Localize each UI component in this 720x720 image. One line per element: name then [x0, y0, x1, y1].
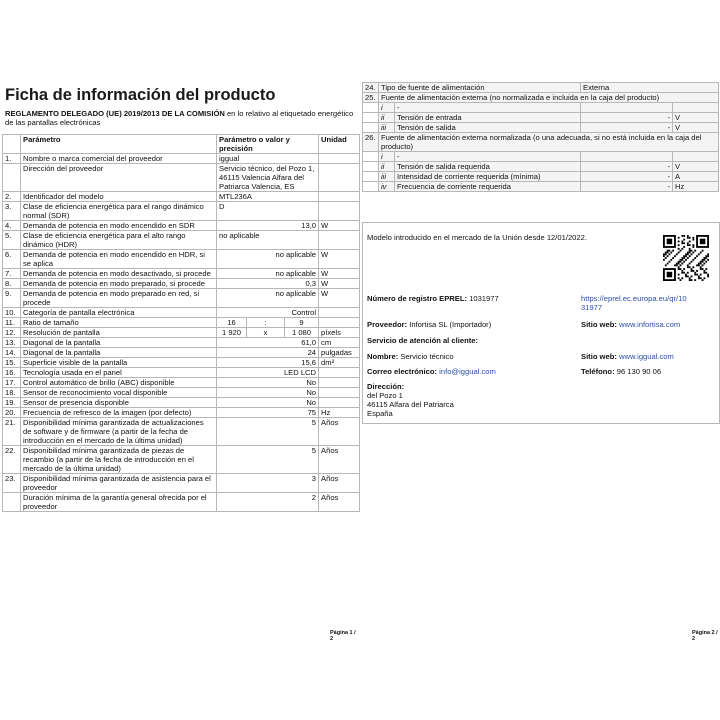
row-value: -: [581, 162, 673, 172]
row-num: 9.: [3, 289, 21, 308]
row-value: 5: [217, 418, 319, 446]
row-param: Clase de eficiencia energética para el rango dinámico normal (SDR): [21, 202, 217, 221]
power-row: [363, 123, 719, 133]
row-unit: Años: [319, 493, 360, 512]
row-value: No: [217, 398, 319, 408]
row-unit: [319, 154, 360, 164]
table-row: [3, 446, 360, 474]
row-unit: [319, 231, 360, 250]
row-value: 13,0: [217, 221, 319, 231]
table-row: [3, 378, 360, 388]
row-sub: i: [379, 152, 395, 162]
row-unit: W: [319, 269, 360, 279]
table-row: [3, 388, 360, 398]
row-param: Sensor de reconocimiento vocal disponible: [21, 388, 217, 398]
row-value: -: [581, 182, 673, 192]
row-num: 7.: [3, 269, 21, 279]
row-label: Tensión de entrada: [395, 113, 581, 123]
power-row: [363, 93, 719, 103]
row-num: 11.: [3, 318, 21, 328]
row-param: Demanda de potencia en modo preparado, si procede: [21, 279, 217, 289]
row-unit: [319, 202, 360, 221]
email-link[interactable]: info@iggual.com: [439, 367, 496, 376]
row-unit: cm: [319, 338, 360, 348]
eprel-row: [367, 294, 499, 303]
row-label: -: [395, 152, 581, 162]
row-sub: iv: [379, 182, 395, 192]
row-unit: V: [673, 162, 719, 172]
row-unit: píxels: [319, 328, 360, 338]
table-row: [3, 338, 360, 348]
row-num: 3.: [3, 202, 21, 221]
table-row: [3, 318, 360, 328]
row-unit: [319, 164, 360, 192]
header-param: Parámetro: [21, 135, 217, 154]
address-line: del Pozo 1: [367, 391, 403, 400]
row-label: Intensidad de corriente requerida (mínima): [395, 172, 581, 182]
row-param: Sensor de presencia disponible: [21, 398, 217, 408]
row-value: 24: [217, 348, 319, 358]
address-line: España: [367, 409, 393, 418]
row-num: [363, 113, 379, 123]
row-sub: ii: [379, 113, 395, 123]
web-label-2: Sitio web:: [581, 352, 617, 361]
power-row: [363, 113, 719, 123]
row-num: [3, 493, 21, 512]
row-sub: iii: [379, 123, 395, 133]
row-num: 21.: [3, 418, 21, 446]
power-row: [363, 133, 719, 152]
service-label-text: Servicio de atención al cliente:: [367, 336, 478, 345]
table-row: [3, 164, 360, 192]
table-row: [3, 308, 360, 318]
row-unit: A: [673, 172, 719, 182]
row-value: no aplicable: [217, 231, 319, 250]
row-value: MTL236A: [217, 192, 319, 202]
provider-web-row: [581, 320, 680, 329]
row-value: no aplicable: [217, 269, 319, 279]
parameters-table: [2, 134, 360, 512]
table-row: [3, 231, 360, 250]
row-num: 8.: [3, 279, 21, 289]
eprel-link[interactable]: [581, 294, 687, 312]
row-num: 2.: [3, 192, 21, 202]
row-param: Disponibilidad mínima garantizada de piezas de recambio (a partir de la fecha de introducción en el mercado de la última unidad): [21, 446, 217, 474]
header-unit: Unidad: [319, 135, 360, 154]
name-value: Servicio técnico: [400, 352, 454, 361]
row-unit: [319, 378, 360, 388]
page-number: Página 1 / 2: [330, 630, 356, 642]
header-value: Parámetro o valor y precisión: [217, 135, 319, 154]
row-sub: i: [379, 103, 395, 113]
row-value: Control: [217, 308, 319, 318]
row-num: [363, 182, 379, 192]
row-param: Diagonal de la pantalla: [21, 338, 217, 348]
row-value: [581, 103, 673, 113]
row-param: Clase de eficiencia energética para el alto rango dinámico (HDR): [21, 231, 217, 250]
table-row: [3, 348, 360, 358]
row-param: Superficie visible de la pantalla: [21, 358, 217, 368]
power-row: [363, 182, 719, 192]
row-unit: W: [319, 279, 360, 289]
power-row: [363, 172, 719, 182]
table-row: [3, 279, 360, 289]
table-row: [3, 221, 360, 231]
row-num: 16.: [3, 368, 21, 378]
row-value: D: [217, 202, 319, 221]
row-unit: Hz: [319, 408, 360, 418]
row-num: [363, 172, 379, 182]
row-num: 24.: [363, 83, 379, 93]
row-unit: [319, 368, 360, 378]
row-unit: Años: [319, 474, 360, 493]
service-web-link[interactable]: www.iggual.com: [618, 352, 674, 361]
row-value: LED LCD: [217, 368, 319, 378]
row-value: 3: [217, 474, 319, 493]
table-row: [3, 328, 360, 338]
row-num: 23.: [3, 474, 21, 493]
row-unit: dm²: [319, 358, 360, 368]
row-param: Demanda de potencia en modo desactivado, si procede: [21, 269, 217, 279]
row-value: -: [581, 113, 673, 123]
table-row: [3, 202, 360, 221]
row-unit: [319, 308, 360, 318]
model-info-box: [362, 222, 720, 424]
row-label: Tipo de fuente de alimentación: [379, 83, 581, 93]
service-web-row: [581, 352, 674, 361]
row-value: 5: [217, 446, 319, 474]
row-unit: [319, 192, 360, 202]
power-row: [363, 83, 719, 93]
row-num: 25.: [363, 93, 379, 103]
row-unit: W: [319, 221, 360, 231]
row-num: [3, 164, 21, 192]
row-sub: ii: [379, 162, 395, 172]
row-param: Demanda de potencia en modo encendido en SDR: [21, 221, 217, 231]
row-param: Identificador del modelo: [21, 192, 217, 202]
row-num: 12.: [3, 328, 21, 338]
row-value: no aplicable: [217, 250, 319, 269]
model-intro-text: Modelo introducido en el mercado de la Unión desde 12/01/2022.: [367, 233, 587, 242]
row-unit: [319, 388, 360, 398]
row-num: 1.: [3, 154, 21, 164]
document-title: Ficha de información del producto: [5, 86, 276, 104]
service-name-row: [367, 352, 454, 361]
product-sheet-page-1: [2, 82, 359, 642]
row-unit: W: [319, 289, 360, 308]
row-unit: V: [673, 113, 719, 123]
row-param: Demanda de potencia en modo encendido en HDR, si se aplica: [21, 250, 217, 269]
row-value: no aplicable: [217, 289, 319, 308]
eprel-link-line-2[interactable]: 31977: [581, 303, 603, 312]
row-unit: W: [319, 250, 360, 269]
power-supply-table: [362, 82, 719, 192]
ratio-b: 9: [285, 318, 319, 328]
row-num: 14.: [3, 348, 21, 358]
address-block: [367, 382, 454, 418]
ratio-a: 16: [217, 318, 247, 328]
provider-row: [367, 320, 491, 329]
table-row: [3, 408, 360, 418]
resolution-b: 1 080: [285, 328, 319, 338]
row-num: [363, 123, 379, 133]
row-param: Control automático de brillo (ABC) disponible: [21, 378, 217, 388]
provider-value: Infortisa SL (Importador): [409, 320, 492, 329]
regulation-text: [5, 109, 355, 127]
table-row: [3, 192, 360, 202]
row-num: [363, 152, 379, 162]
row-value: 75: [217, 408, 319, 418]
row-param: Ratio de tamaño: [21, 318, 217, 328]
table-row: [3, 398, 360, 408]
row-unit: Años: [319, 418, 360, 446]
row-param: Demanda de potencia en modo preparado en red, si procede: [21, 289, 217, 308]
row-param: Resolución de pantalla: [21, 328, 217, 338]
row-label: Frecuencia de corriente requerida: [395, 182, 581, 192]
power-row: [363, 162, 719, 172]
web-label-1: Sitio web:: [581, 320, 617, 329]
phone-label: Teléfono:: [581, 367, 615, 376]
phone-row: [581, 367, 661, 376]
row-param: Disponibilidad mínima garantizada de asistencia para el proveedor: [21, 474, 217, 493]
row-unit: Años: [319, 446, 360, 474]
table-row: [3, 269, 360, 279]
power-row: [363, 152, 719, 162]
table-row: [3, 250, 360, 269]
row-unit: [319, 398, 360, 408]
row-value: iggual: [217, 154, 319, 164]
row-unit: pulgadas: [319, 348, 360, 358]
row-value: -: [581, 172, 673, 182]
row-param: Duración mínima de la garantía general ofrecida por el proveedor: [21, 493, 217, 512]
ratio-sep: :: [247, 318, 285, 328]
row-param: Diagonal de la pantalla: [21, 348, 217, 358]
resolution-sep: x: [247, 328, 285, 338]
regulation-bold: REGLAMENTO DELEGADO (UE) 2019/2013 DE LA COMISIÓN: [5, 109, 225, 118]
email-row: [367, 367, 496, 376]
provider-label: Proveedor:: [367, 320, 408, 329]
row-num: [363, 162, 379, 172]
row-value: No: [217, 378, 319, 388]
qr-code-icon[interactable]: [663, 235, 709, 281]
row-num: 19.: [3, 398, 21, 408]
row-value: No: [217, 388, 319, 398]
eprel-link-line-1[interactable]: https://eprel.ec.europa.eu/qr/10: [581, 294, 687, 303]
row-value: 0,3: [217, 279, 319, 289]
row-value: Servicio técnico, del Pozo 1, 46115 Valencia Alfara del Patriarca Valencia, ES: [217, 164, 319, 192]
table-row: [3, 289, 360, 308]
row-unit: [673, 103, 719, 113]
header-num: [3, 135, 21, 154]
page-number: Página 2 / 2: [692, 630, 718, 642]
row-value: 2: [217, 493, 319, 512]
row-label: Tensión de salida: [395, 123, 581, 133]
row-value: [581, 152, 673, 162]
row-num: 10.: [3, 308, 21, 318]
phone-value: 96 130 90 06: [616, 367, 662, 376]
table-row: [3, 358, 360, 368]
row-value: Externa: [581, 83, 719, 93]
row-label: Tensión de salida requerida: [395, 162, 581, 172]
row-num: 15.: [3, 358, 21, 368]
table-row: [3, 154, 360, 164]
row-unit: [673, 152, 719, 162]
table-row: [3, 493, 360, 512]
row-num: 4.: [3, 221, 21, 231]
row-value: 15,6: [217, 358, 319, 368]
row-param: Dirección del proveedor: [21, 164, 217, 192]
eprel-label: Número de registro EPREL:: [367, 294, 468, 303]
row-param: Nombre o marca comercial del proveedor: [21, 154, 217, 164]
row-num: 13.: [3, 338, 21, 348]
table-header-row: [3, 135, 360, 154]
row-num: 18.: [3, 388, 21, 398]
row-num: 17.: [3, 378, 21, 388]
row-value: 61,0: [217, 338, 319, 348]
table-row: [3, 418, 360, 446]
row-param: Frecuencia de refresco de la imagen (por defecto): [21, 408, 217, 418]
resolution-a: 1 920: [217, 328, 247, 338]
row-value: -: [581, 123, 673, 133]
table-row: [3, 474, 360, 493]
row-num: 20.: [3, 408, 21, 418]
table-row: [3, 368, 360, 378]
name-label: Nombre:: [367, 352, 399, 361]
row-num: 5.: [3, 231, 21, 250]
row-sub: iii: [379, 172, 395, 182]
provider-web-link[interactable]: www.infortisa.com: [618, 320, 681, 329]
eprel-value: 1031977: [469, 294, 499, 303]
power-row: [363, 103, 719, 113]
row-num: [363, 103, 379, 113]
regulation-rest: en lo relativo al etiquetado energético de las pantallas electrónicas: [5, 109, 354, 127]
row-param: Disponibilidad mínima garantizada de actualizaciones de software y de firmware (a partir de la fecha de introducción en el mercado de la última unidad): [21, 418, 217, 446]
row-unit: [319, 318, 360, 328]
address-label: Dirección:: [367, 382, 405, 391]
service-label: [367, 336, 478, 345]
row-label: -: [395, 103, 581, 113]
row-num: 26.: [363, 133, 379, 152]
row-unit: Hz: [673, 182, 719, 192]
address-line: 46115 Alfara del Patriarca: [367, 400, 454, 409]
row-param: Tecnología usada en el panel: [21, 368, 217, 378]
row-param: Categoría de pantalla electrónica: [21, 308, 217, 318]
row-unit: V: [673, 123, 719, 133]
row-label: Fuente de alimentación externa normalizada (o una adecuada, si no está incluida en la caja del producto): [379, 133, 719, 152]
row-num: 22.: [3, 446, 21, 474]
row-label: Fuente de alimentación externa (no normalizada e incluida en la caja del producto): [379, 93, 719, 103]
email-label: Correo electrónico:: [367, 367, 438, 376]
product-sheet-page-2: [362, 82, 718, 642]
row-num: 6.: [3, 250, 21, 269]
